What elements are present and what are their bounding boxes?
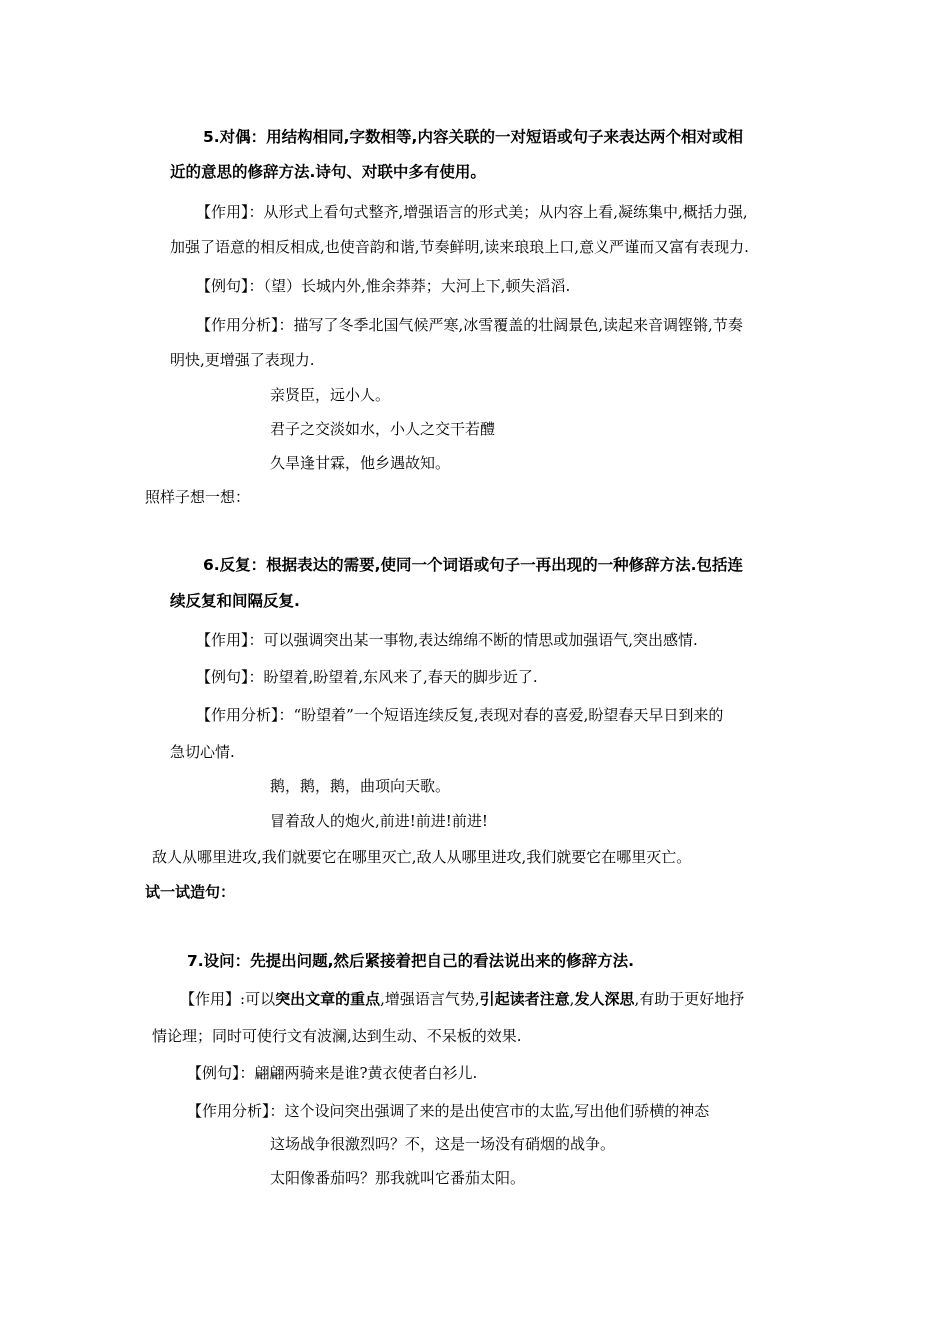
section-5-analysis-line-1 <box>196 315 743 335</box>
section-6-example <box>196 667 538 687</box>
example-label: 【例句】 <box>196 277 249 295</box>
section-5-title-line-1: 5.对偶：用结构相同,字数相等,内容关联的一对短语或句子来表达两个相对或相 <box>203 128 743 146</box>
effect-text: ：从形式上看句式整齐,增强语言的形式美；从内容上看,凝练集中,概括力强, <box>248 203 748 221</box>
effect-emphasis-2: 引起读者注意 <box>479 990 570 1008</box>
section-6-title-line-1: 6.反复：根据表达的需要,使同一个词语或句子一再出现的一种修辞方法.包括连 <box>203 556 743 574</box>
effect-text-3: , <box>569 990 575 1008</box>
section-5-exercise: 照样子想一想： <box>145 488 251 506</box>
effect-text-1: :可以 <box>240 990 276 1008</box>
section-5-sample-1: 亲贤臣，远小人。 <box>270 386 391 404</box>
effect-text-4: ,有助于更好地抒 <box>634 990 745 1008</box>
section-6-sample-2: 冒着敌人的炮火,前进!前进!前进! <box>270 812 488 830</box>
analysis-label: 【作用分析】 <box>196 706 279 724</box>
section-5-sample-2: 君子之交淡如水，小人之交干若醴 <box>270 420 496 438</box>
section-7-analysis <box>187 1101 709 1121</box>
analysis-label: 【作用分析】 <box>187 1102 270 1120</box>
effect-text-2: ,增强语言气势, <box>380 990 480 1008</box>
section-6-title-line-2: 续反复和间隔反复. <box>170 592 300 610</box>
section-7-effect-line-1 <box>180 989 744 1009</box>
section-7-sample-2: 太阳像番茄吗？那我就叫它番茄太阳。 <box>270 1169 526 1187</box>
example-text: ：翩翩两骑来是谁?黄衣使者白衫儿. <box>239 1064 478 1082</box>
section-7-title: 7.设问：先提出问题,然后紧接着把自己的看法说出来的修辞方法. <box>187 952 634 970</box>
section-6-analysis-line-2: 急切心情. <box>170 743 235 761</box>
effect-label: 【作用】 <box>196 203 249 221</box>
section-7-example <box>187 1063 477 1083</box>
analysis-text: ：这个设问突出强调了来的是出使宫市的太监,写出他们骄横的神态 <box>269 1102 710 1120</box>
section-6-effect <box>196 630 698 650</box>
section-5-example <box>196 276 570 296</box>
section-6-analysis-line-1 <box>196 705 723 725</box>
effect-label: 【作用】 <box>180 990 241 1008</box>
analysis-label: 【作用分析】 <box>196 316 279 334</box>
example-text: ：盼望着,盼望着,东风来了,春天的脚步近了. <box>248 668 538 686</box>
example-label: 【例句】 <box>196 668 249 686</box>
section-5-sample-3: 久旱逢甘霖，他乡遇故知。 <box>270 454 451 472</box>
section-5-title-line-2: 近的意思的修辞方法.诗句、对联中多有使用。 <box>170 163 486 181</box>
example-text: ：（望）长城内外,惟余莽莽；大河上下,顿失滔滔. <box>248 277 571 295</box>
analysis-text: ：“盼望着”一个短语连续反复,表现对春的喜爱,盼望春天早日到来的 <box>278 706 724 724</box>
section-7-effect-line-2: 情论理；同时可使行文有波澜,达到生动、不呆板的效果. <box>152 1027 522 1045</box>
section-5-effect-line-1 <box>196 202 748 222</box>
section-6-exercise: 试一试造句： <box>145 883 236 901</box>
effect-text: ：可以强调突出某一事物,表达绵绵不断的情思或加强语气,突出感情. <box>248 631 698 649</box>
analysis-text: ：描写了冬季北国气候严寒,冰雪覆盖的壮阔景色,读起来音调铿锵,节奏 <box>278 316 743 334</box>
section-6-sample-1: 鹅，鹅，鹅，曲项向天歌。 <box>270 777 451 795</box>
effect-emphasis-1: 突出文章的重点 <box>275 990 381 1008</box>
section-5-effect-line-2: 加强了语意的相反相成,也使音韵和谐,节奏鲜明,读来琅琅上口,意义严谨而又富有表现力. <box>170 238 749 256</box>
effect-label: 【作用】 <box>196 631 249 649</box>
example-label: 【例句】 <box>187 1064 240 1082</box>
effect-emphasis-3: 发人深思 <box>574 990 635 1008</box>
section-6-long-sample: 敌人从哪里进攻,我们就要它在哪里灭亡,敌人从哪里进攻,我们就要它在哪里灭亡。 <box>152 848 692 866</box>
section-5-analysis-line-2: 明快,更增强了表现力. <box>170 351 315 369</box>
section-7-sample-1: 这场战争很激烈吗？不，这是一场没有硝烟的战争。 <box>270 1135 616 1153</box>
